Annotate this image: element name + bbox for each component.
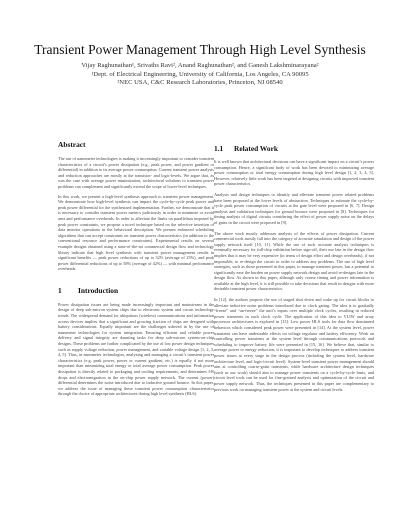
- section-title: Introduction: [78, 285, 119, 295]
- related-work-paragraph: Analysis and design techniques to identify and alleviate transient power related problems have been proposed at the lower levels of abstraction. Techniques to estimate the cycle-by-cycle peak power consumption of circuits at the gate level were proposed in [6, 7]. Design analysis and validation techniques for ground bounce were proposed in [8]. Techniques for timing analysis of digital circuits considering the effect of power supply noise on the delays of gates in the circuit were proposed in [9].: [214, 191, 374, 225]
- paper-title: Transient Power Management Through High Level Synthesis: [34, 42, 366, 57]
- subsection-title: Related Work: [234, 144, 279, 153]
- introduction-paragraph: Power dissipation issues are being made increasingly important and mainstream in the design of deep sub-micron system chips due to electronic system and circuit technology trends. The widespread demand for ubiquitous (wireless) communications and information access devices implies that a significant and growing fraction of chips are designed with battery considerations. Equally important are the challenges ushered in by the use of nanometer technologies for system integration. Ensuring efficient and reliable power delivery and signal integrity are daunting tasks for deep sub-micron system-on-chip designs. These problems are further complicated by the use of low power design techniques such as supply voltage reduction, power management, and variable voltage design [1, 2, 3, 4, 5]. Thus, in nanometer technologies, analyzing and managing a circuit’s transient power characteristics (e.g. peak power, power or current gradient, etc.) is equally if not more important than minimizing total energy or total average power consumption. Peak power dissipation is directly related to packaging and cooling requirements, and determines I-R drops and electromigration in the on-chip power supply network. The current (power) differential determines the noise introduced due to inductive ground bounce. In this paper, we address the issue of managing these transient power consumption characteristics through the choice of appropriate architectures during high level synthesis (HLS).: [58, 301, 214, 397]
- introduction-heading: [58, 286, 214, 295]
- related-work-heading: [214, 144, 374, 153]
- authors-line: Vijay Raghunathan¹, Srivaths Ravi², Anand Raghunathan², and Ganesh Lakshminarayana²: [81, 62, 319, 69]
- affiliation-1: ¹Dept. of Electrical Engineering, University of California, Los Angeles, CA 90095: [91, 70, 309, 78]
- abstract-heading: Abstract: [58, 140, 86, 149]
- abstract-paragraph: The use of nanometer technologies is making it increasingly important to consider transient characteristics of a circuit’s power dissipation (e.g., peak power, and power gradient or differential) in addition to its average power consumption. Current transient power analysis and reduction approaches are mostly at the transistor- and logic-levels. We argue that, as was the case with average power minimization, architectural solutions to transient power problems can complement and significantly extend the scope of lower-level techniques.: [58, 156, 214, 189]
- abstract-paragraph: In this work, we present a high-level synthesis approach to transient power management. We demonstrate how high-level synthesis can impact the cycle-by-cycle peak power and peak power differential for the synthesized implementation. Further, we demonstrate that it is necessary to consider transient power metrics judiciously in order to minimize or avoid area and performance overheads. In order to alleviate the limits on parallelism imposed by peak power constraints, we propose a novel technique based on the selective insertion of data monitor operations in the behavioral description. We present enhanced scheduling algorithms that can accept constraints on transient power characteristics (in addition to the conventional resource and performance constraints). Experimental results on several example designs obtained using a state-of-the-art commercial design flow and technology library indicate that high level synthesis with transient power management results in significant benefits — peak power reductions of up to 32% (average of 25%), and peak power differential reductions of up to 58% (average of 42%) — with minimal performance overheads.: [58, 193, 214, 272]
- related-work-paragraph: It is well known that architectural decisions can have a significant impact on a circuit’s power consumption. Hence, a significant body of work has been devoted to minimizing average power consumption or total energy consumption during high level design [1, 2, 3, 4, 5]. However, relatively little work has been targeted at designing circuits with improved transient power characteristics.: [214, 159, 374, 187]
- author-block: [0, 62, 400, 88]
- right-column: [214, 144, 374, 397]
- section-number: 1: [58, 285, 62, 295]
- abstract-section: [58, 140, 214, 272]
- introduction-section: [58, 286, 214, 397]
- related-work-paragraph: The above work mostly addresses analysis of the effects of power dissipation. Current commercial tools mostly fall into the category of accurate simulation and design of the power supply network itself [10, 11]. While the use of such accurate analysis techniques is eventually necessary for full-chip validation before sign-off, their use late in the design flow implies that it may be very expensive (in terms of design effort and design overheads), if not impossible, to re-design the circuit in order to address any problems. The use of high level strategies, such as those presented in this paper, to manage transient power, has a potential to significantly ease the burden on power supply network design and avoid re-designs late in the design flow. As shown in this paper, although only coarse timing and power information is available at the high level, it is still possible to take decisions that result in designs with more desirable transient power characteristics.: [214, 230, 374, 292]
- subsection-number: 1.1: [214, 144, 224, 153]
- affiliation-2: ²NEC USA, C&C Research Laboratories, Princeton, NJ 08540: [117, 79, 283, 87]
- related-work-paragraph: In [12], the authors propose the use of staged shut down and wake up for circuit blocks to alleviate inductive noise problems introduced due to clock gating. The idea is to gradually “freeze” and “un-freeze” the unit’s inputs over multiple clock cycles, resulting in reduced power transients in each clock cycle. The application of this idea to VLIW and array processor architectures is explored in [13]. Low power HLS tools for data flow dominated behaviors which considered peak power were presented in [14]. At the system level, power transients can have undesirable effects on voltage regulator and battery efficiency. Work on controlling power transients at the system level through communications protocols and scheduling to improve battery life were presented in [15, 16]. We believe that, similar to average power or energy reduction, it is important to develop techniques to address transient power issues at every stage in the design process (including the system level, hardware architecture level, and logic/circuit level). System-level transient power management should aim at controlling coarse-grain transients, while hardware architecture design techniques (such as our work) should aim to manage power transients on a cycle-by-cycle basis, and circuit level tools can be used for fine-grained analysis and optimization of the circuit and power supply network. Thus, the techniques presented in this paper are complementary to previous work on managing transient power at the system and circuit levels.: [214, 297, 374, 392]
- left-column: [58, 140, 214, 402]
